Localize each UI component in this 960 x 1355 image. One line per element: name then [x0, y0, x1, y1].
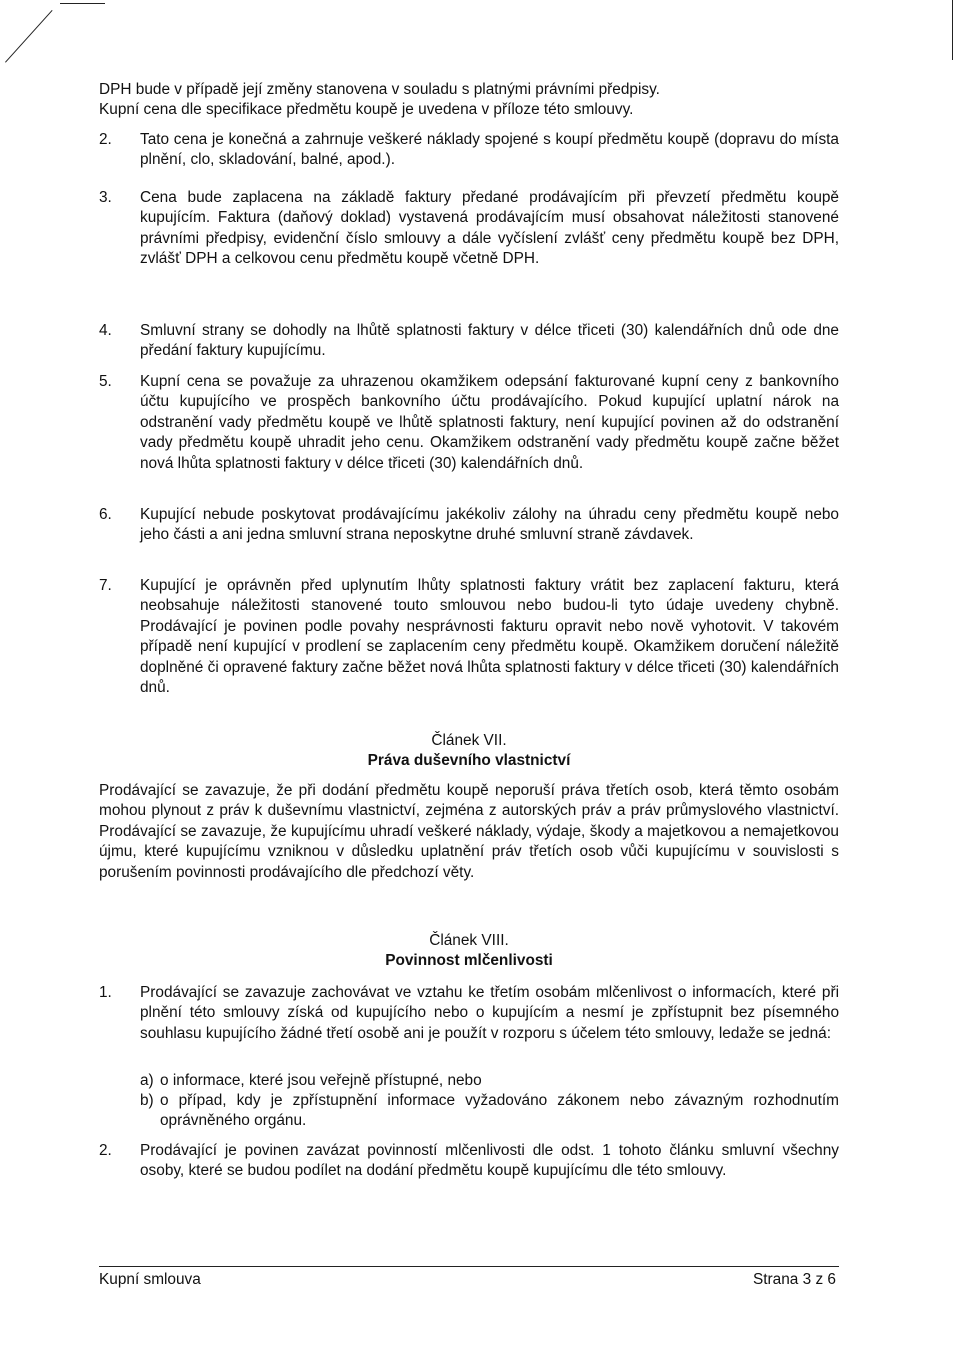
- item-number: 3.: [99, 189, 112, 206]
- footer-divider: [99, 1266, 839, 1267]
- item-number: 2.: [99, 131, 112, 148]
- item-text: Smluvní strany se dohodly na lhůtě splatnosti faktury v délce třiceti (30) kalendářních dnů ode dne předání faktury kupujícímu.: [140, 322, 839, 360]
- item-number: 2.: [99, 1142, 112, 1159]
- sub-item-letter: a): [140, 1072, 154, 1089]
- article-7-number: Článek VII.: [431, 732, 507, 749]
- item-text: Tato cena je konečná a zahrnuje veškeré náklady spojené s koupí předmětu koupě (dopravu do místa plnění, clo, skladování, balné, apod.).: [140, 131, 839, 169]
- article-8-number: Článek VIII.: [429, 932, 509, 949]
- item-number: 7.: [99, 577, 112, 594]
- scan-top-edge: [60, 3, 105, 4]
- footer-page-number: Strana 3 z 6: [753, 1271, 836, 1288]
- item-text: Kupující nebude poskytovat prodávajícímu jakékoliv zálohy na úhradu ceny předmětu koupě nebo jeho části a ani jedna smluvní strana neposkytne druhé smluvní straně závdavek.: [140, 506, 839, 544]
- item-text: Cena bude zaplacena na základě faktury předané prodávajícím při převzetí předmětu koupě kupujícím. Faktura (daňový doklad) vystavená prodávajícím musí obsahovat náležitosti stanovené právními předpisy, evidenční číslo smlouvy a dále vyčíslení zvlášť ceny předmětu koupě bez DPH, zvlášť DPH a celkovou cenu předmětu koupě včetně DPH.: [140, 189, 839, 268]
- sub-item-letter: b): [140, 1092, 154, 1109]
- scan-corner-line: [5, 10, 53, 63]
- item-text: Prodávající se zavazuje zachovávat ve vztahu ke třetím osobám mlčenlivost o informacích, které při plnění této smlouvy získá od kupujícího nebo o kupujícím a nesmí je zpřístupnit bez písemného souhlasu kupujícího žádné třetí osobě ani je použít v rozporu s účelem této smlouvy, ledaže se jedná:: [140, 984, 839, 1042]
- item-text: Kupní cena se považuje za uhrazenou okamžikem odepsání fakturované kupní ceny z bankovního účtu kupujícího ve prospěch bankovního účtu prodávajícího. Pokud kupující uplatní nárok na odstranění vady předmětu koupě ve lhůtě splatnosti faktury, není kupující povinen až do odstranění vady předmětu koupě uhradit jeho cenu. Okamžikem odstranění vady předmětu koupě začne běžet nová lhůta splatnosti faktury v délce třiceti (30) kalendářních dnů.: [140, 373, 839, 472]
- item-number: 1.: [99, 984, 112, 1001]
- item-number: 6.: [99, 506, 112, 523]
- sub-item-text: o informace, které jsou veřejně přístupné, nebo: [160, 1072, 482, 1089]
- article-7-title: Práva duševního vlastnictví: [367, 752, 571, 769]
- article-8-title: Povinnost mlčenlivosti: [385, 952, 553, 969]
- article-7-body: Prodávající se zavazuje, že při dodání předmětu koupě neporuší práva třetích osob, která těmto osobám mohou plynout z práv k duševnímu vlastnictví, zejména z autorských práv a práv průmyslového vlastnictví. Prodávající se zavazuje, že kupujícímu uhradí veškeré náklady, výdaje, škody a majetkovou a nemajetkovou újmu, které kupujícímu vzniknou v důsledku uplatnění práv třetích osob vůči kupujícímu v souvislosti s porušením povinnosti prodávajícího dle předchozí věty.: [99, 782, 839, 881]
- item-text: Prodávající je povinen zavázat povinností mlčenlivosti dle odst. 1 tohoto článku smluvní všechny osoby, které se budou podílet na dodání předmětu koupě kupujícímu dle této smlouvy.: [140, 1142, 839, 1180]
- sub-item-text: o případ, kdy je zpřístupnění informace vyžadováno zákonem nebo závazným rozhodnutím oprávněného orgánu.: [160, 1092, 839, 1130]
- scan-right-edge: [952, 0, 953, 60]
- intro-line-2: Kupní cena dle specifikace předmětu koupě je uvedena v příloze této smlouvy.: [99, 101, 634, 118]
- footer-document-title: Kupní smlouva: [99, 1271, 201, 1288]
- item-number: 4.: [99, 322, 112, 339]
- intro-line-1: DPH bude v případě její změny stanovena v souladu s platnými právními předpisy.: [99, 81, 660, 98]
- item-number: 5.: [99, 373, 112, 390]
- item-text: Kupující je oprávněn před uplynutím lhůty splatnosti faktury vrátit bez zaplacení fakturu, která neobsahuje náležitosti stanovené touto smlouvou nebo budou-li tyto údaje uvedeny chybně. Prodávající je povinen podle povahy nesprávnosti fakturu opravit nebo nově vyhotovit. V takovém případě není kupující v prodlení se zaplacením ceny předmětu koupě. Okamžikem doručení náležitě doplněné či opravené faktury začne běžet nová lhůta splatnosti faktury v délce třiceti (30) kalendářních dnů.: [140, 577, 839, 697]
